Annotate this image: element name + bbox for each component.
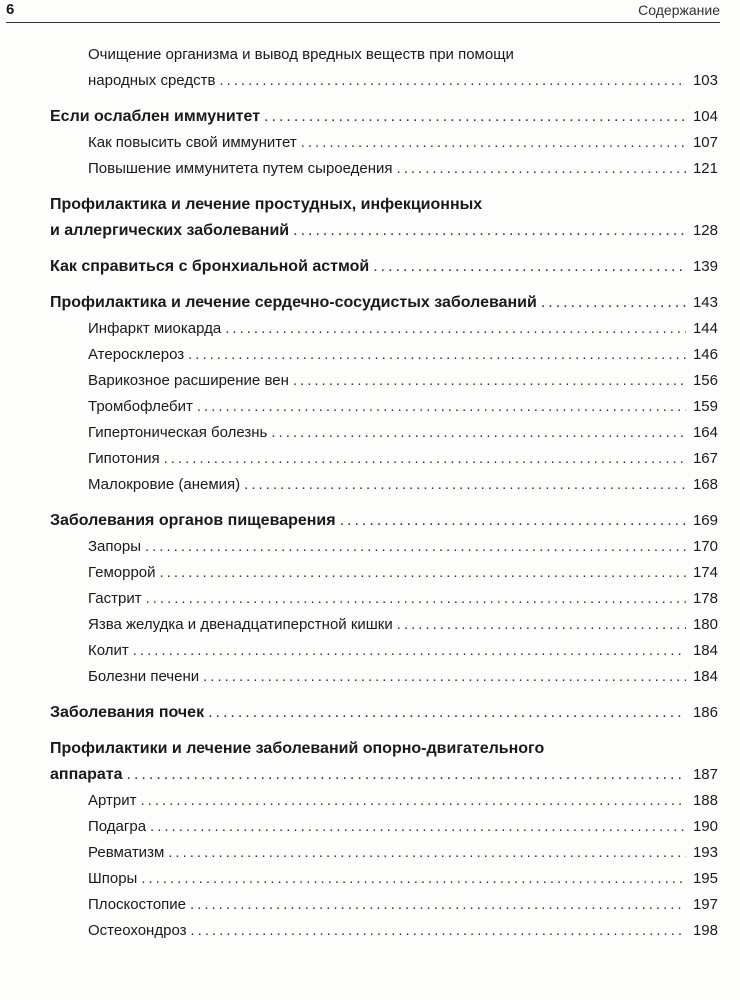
toc-entry-title: народных средств bbox=[88, 72, 216, 89]
toc-entry-row bbox=[88, 560, 718, 586]
toc-entry-row bbox=[50, 700, 718, 726]
toc-section-entry[interactable] bbox=[50, 368, 718, 394]
toc-chapter-entry[interactable] bbox=[50, 508, 718, 534]
toc-page-number: 178 bbox=[692, 590, 718, 607]
toc-entry-title: Атеросклероз bbox=[88, 346, 185, 363]
toc-page-number: 146 bbox=[692, 346, 718, 363]
toc-page-number: 186 bbox=[692, 704, 718, 721]
toc-entry-title: Как справиться с бронхиальной астмой bbox=[50, 258, 370, 275]
toc-entry-title-line: Профилактика и лечение простудных, инфекционных bbox=[50, 196, 483, 213]
toc-entry-row bbox=[88, 368, 718, 394]
toc-chapter-entry[interactable] bbox=[50, 736, 718, 788]
dot-leader bbox=[541, 290, 686, 316]
dot-leader bbox=[244, 472, 686, 498]
toc-entry-row bbox=[88, 420, 718, 446]
toc-page-number: 104 bbox=[692, 108, 718, 125]
dot-leader bbox=[225, 316, 686, 342]
dot-leader bbox=[264, 104, 686, 130]
toc-entry-title: аппарата bbox=[50, 766, 123, 783]
toc-entry-row bbox=[88, 394, 718, 420]
dot-leader bbox=[397, 156, 686, 182]
toc-page-number: 144 bbox=[692, 320, 718, 337]
toc-section-entry[interactable] bbox=[50, 788, 718, 814]
page-header bbox=[6, 0, 720, 23]
toc-page-number: 198 bbox=[692, 922, 718, 939]
toc-entry-title: Варикозное расширение вен bbox=[88, 372, 289, 389]
toc-entry-title: Как повысить свой иммунитет bbox=[88, 134, 297, 151]
toc-page-number: 197 bbox=[692, 896, 718, 913]
toc-entry-row bbox=[50, 218, 718, 244]
toc-page-number: 128 bbox=[692, 222, 718, 239]
toc-page-number: 195 bbox=[692, 870, 718, 887]
dot-leader bbox=[208, 700, 686, 726]
toc-section-entry[interactable] bbox=[50, 814, 718, 840]
dot-leader bbox=[168, 840, 686, 866]
toc-section-entry[interactable] bbox=[50, 446, 718, 472]
toc-entry-row bbox=[88, 316, 718, 342]
dot-leader bbox=[293, 218, 686, 244]
dot-leader bbox=[164, 446, 686, 472]
toc-entry-title: Гастрит bbox=[88, 590, 142, 607]
toc-entry-title: Гипотония bbox=[88, 450, 160, 467]
toc-section-entry[interactable] bbox=[50, 534, 718, 560]
dot-leader bbox=[160, 560, 686, 586]
toc-entry-title: Гипертоническая болезнь bbox=[88, 424, 268, 441]
toc-chapter-entry[interactable] bbox=[50, 290, 718, 316]
dot-leader bbox=[141, 866, 686, 892]
dot-leader bbox=[190, 892, 686, 918]
toc-section-entry[interactable] bbox=[50, 638, 718, 664]
toc-section-entry[interactable] bbox=[50, 918, 718, 944]
toc-entry-title: Болезни печени bbox=[88, 668, 200, 685]
toc-page-number: 180 bbox=[692, 616, 718, 633]
toc-entry-title: Инфаркт миокарда bbox=[88, 320, 222, 337]
toc-section-entry[interactable] bbox=[50, 892, 718, 918]
dot-leader bbox=[340, 508, 686, 534]
dot-leader bbox=[146, 586, 686, 612]
toc-section-entry[interactable] bbox=[50, 840, 718, 866]
toc-entry-row bbox=[88, 892, 718, 918]
toc-section-entry[interactable] bbox=[50, 472, 718, 498]
toc-entry-row bbox=[88, 130, 718, 156]
toc-page-number: 169 bbox=[692, 512, 718, 529]
dot-leader bbox=[150, 814, 686, 840]
toc-entry-row bbox=[88, 342, 718, 368]
toc-section-entry[interactable] bbox=[50, 664, 718, 690]
toc-entry-title: Тромбофлебит bbox=[88, 398, 193, 415]
toc-chapter-entry[interactable] bbox=[50, 254, 718, 280]
toc-entry-title: Ревматизм bbox=[88, 844, 165, 861]
dot-leader bbox=[197, 394, 686, 420]
toc-entry-row bbox=[50, 254, 718, 280]
toc-page-number: 168 bbox=[692, 476, 718, 493]
toc-entry-title: Профилактика и лечение сердечно-сосудистых заболеваний bbox=[50, 294, 537, 311]
toc-entry-row bbox=[88, 788, 718, 814]
dot-leader bbox=[145, 534, 686, 560]
table-of-contents bbox=[50, 42, 718, 944]
toc-entry-row bbox=[88, 638, 718, 664]
toc-page-number: 143 bbox=[692, 294, 718, 311]
toc-section-entry[interactable] bbox=[50, 560, 718, 586]
toc-page-number: 184 bbox=[692, 642, 718, 659]
toc-entry-title: Подагра bbox=[88, 818, 147, 835]
toc-page-number: 159 bbox=[692, 398, 718, 415]
toc-page-number: 187 bbox=[692, 766, 718, 783]
toc-page-number: 139 bbox=[692, 258, 718, 275]
toc-entry-row bbox=[88, 866, 718, 892]
toc-page-number: 107 bbox=[692, 134, 718, 151]
dot-leader bbox=[133, 638, 686, 664]
toc-chapter-entry[interactable] bbox=[50, 192, 718, 244]
toc-entry-title: Колит bbox=[88, 642, 129, 659]
toc-entry-row bbox=[88, 156, 718, 182]
toc-entry-title: Шпоры bbox=[88, 870, 138, 887]
running-title: Содержание bbox=[638, 2, 720, 18]
toc-entry-title: Запоры bbox=[88, 538, 141, 555]
toc-entry-row bbox=[88, 586, 718, 612]
page-number: 6 bbox=[6, 1, 15, 18]
toc-entry-row bbox=[88, 840, 718, 866]
toc-entry-title: Язва желудка и двенадцатиперстной кишки bbox=[88, 616, 393, 633]
toc-section-entry[interactable] bbox=[50, 316, 718, 342]
toc-section-entry[interactable] bbox=[50, 394, 718, 420]
toc-page-number: 188 bbox=[692, 792, 718, 809]
toc-section-entry[interactable] bbox=[50, 586, 718, 612]
toc-entry-row bbox=[88, 918, 718, 944]
toc-entry-row bbox=[88, 664, 718, 690]
toc-page-number: 190 bbox=[692, 818, 718, 835]
dot-leader bbox=[271, 420, 686, 446]
toc-entry-row bbox=[50, 508, 718, 534]
toc-section-entry[interactable] bbox=[50, 420, 718, 446]
toc-entry-title-line: Очищение организма и вывод вредных веществ при помощи bbox=[88, 46, 514, 63]
toc-page-number: 167 bbox=[692, 450, 718, 467]
toc-entry-title: Заболевания почек bbox=[50, 704, 205, 721]
dot-leader bbox=[203, 664, 686, 690]
toc-entry-row bbox=[88, 68, 718, 94]
toc-page-number: 156 bbox=[692, 372, 718, 389]
toc-entry-row bbox=[50, 762, 718, 788]
toc-entry-row bbox=[88, 446, 718, 472]
toc-page-number: 164 bbox=[692, 424, 718, 441]
toc-entry-row bbox=[88, 472, 718, 498]
toc-entry-row bbox=[88, 814, 718, 840]
toc-entry-title: Остеохондроз bbox=[88, 922, 187, 939]
toc-entry-title: и аллергических заболеваний bbox=[50, 222, 290, 239]
toc-entry-title: Заболевания органов пищеварения bbox=[50, 512, 336, 529]
dot-leader bbox=[301, 130, 686, 156]
toc-section-entry[interactable] bbox=[50, 156, 718, 182]
toc-section-entry[interactable] bbox=[50, 42, 718, 94]
toc-entry-title: Повышение иммунитета путем сыроедения bbox=[88, 160, 393, 177]
toc-entry-title: Геморрой bbox=[88, 564, 156, 581]
toc-page-number: 193 bbox=[692, 844, 718, 861]
dot-leader bbox=[140, 788, 686, 814]
toc-section-entry[interactable] bbox=[50, 342, 718, 368]
toc-page-number: 184 bbox=[692, 668, 718, 685]
dot-leader bbox=[127, 762, 686, 788]
toc-entry-row bbox=[88, 534, 718, 560]
toc-entry-row bbox=[50, 290, 718, 316]
toc-entry-title: Артрит bbox=[88, 792, 137, 809]
dot-leader bbox=[397, 612, 686, 638]
toc-page-number: 103 bbox=[692, 72, 718, 89]
toc-entry-title: Если ослаблен иммунитет bbox=[50, 108, 261, 125]
toc-section-entry[interactable] bbox=[50, 130, 718, 156]
toc-entry-row bbox=[88, 612, 718, 638]
toc-entry-title: Малокровие (анемия) bbox=[88, 476, 241, 493]
dot-leader bbox=[219, 68, 686, 94]
dot-leader bbox=[293, 368, 686, 394]
dot-leader bbox=[373, 254, 686, 280]
toc-section-entry[interactable] bbox=[50, 612, 718, 638]
toc-page-number: 121 bbox=[692, 160, 718, 177]
toc-section-entry[interactable] bbox=[50, 866, 718, 892]
toc-entry-row bbox=[50, 104, 718, 130]
toc-page-number: 174 bbox=[692, 564, 718, 581]
toc-chapter-entry[interactable] bbox=[50, 104, 718, 130]
toc-page-number: 170 bbox=[692, 538, 718, 555]
toc-entry-title-line: Профилактики и лечение заболеваний опорно-двигательного bbox=[50, 740, 545, 757]
dot-leader bbox=[191, 918, 687, 944]
toc-entry-title: Плоскостопие bbox=[88, 896, 187, 913]
dot-leader bbox=[188, 342, 686, 368]
toc-chapter-entry[interactable] bbox=[50, 700, 718, 726]
